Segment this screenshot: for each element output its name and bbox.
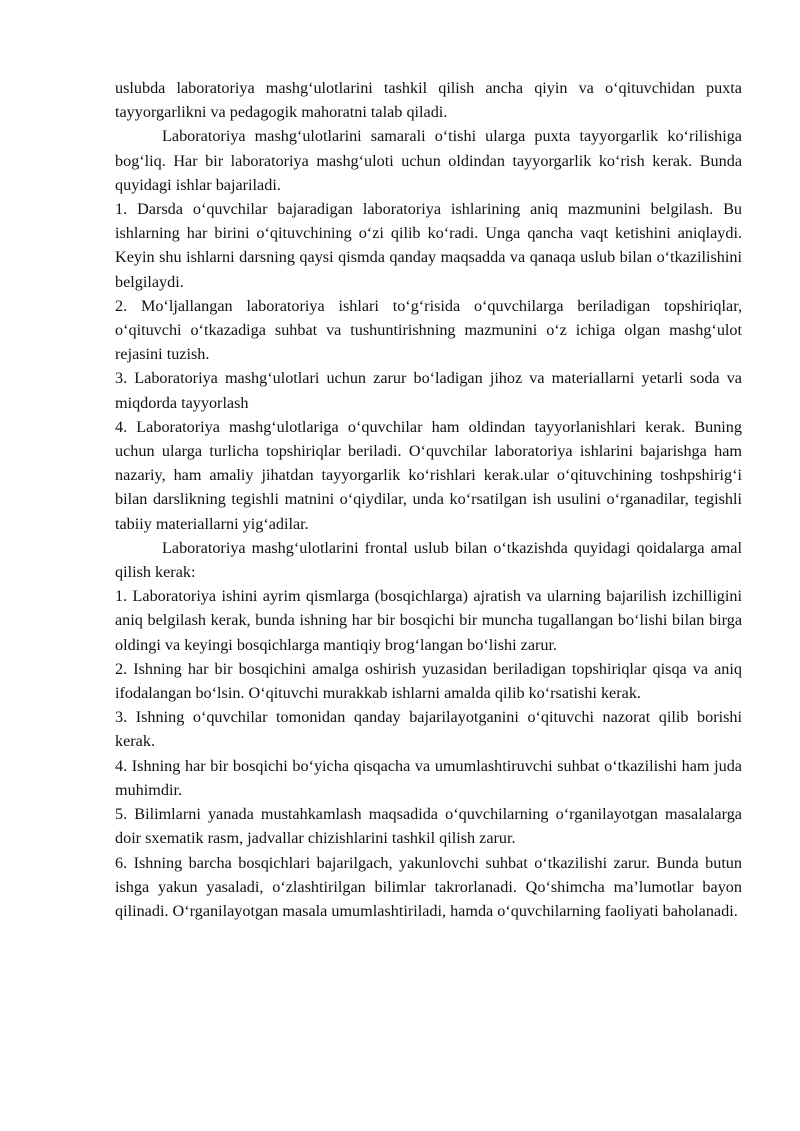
list-item-2: 2. Mo‘ljallangan laboratoriya ishlari to‘g‘risida o‘quvchilarga beriladigan topshiriqlar, o‘qituvchi o‘tkazadiga suhbat va tushuntirishning mazmunini o‘z ichiga olgan mashg‘ulot rejasini tuzish. [115, 296, 742, 364]
document-page [115, 76, 742, 923]
rule-item-4: 4. Ishning har bir bosqichi bo‘yicha qisqacha va umumlashtiruvchi suhbat o‘tkazilishi ham juda muhimdir. [115, 756, 742, 799]
paragraph-rules-intro: Laboratoriya mashg‘ulotlarini frontal uslub bilan o‘tkazishda quyidagi qoidalarga amal qilish kerak: [115, 538, 742, 582]
list-item-4: 4. Laboratoriya mashg‘ulotlariga o‘quvchilar ham oldindan tayyorlanishlari kerak. Buning uchun ularga turlicha topshiriqlar beriladi. O‘quvchilar laboratoriya ishlarini bajarishga ham nazariy, ham amaliy jihatdan tayyorgarlik ko‘rishlari kerak.ular o‘qituvchining toshpshirig‘i bilan darslikning tegishli matnini o‘qiydilar, unda ko‘rsatilgan ish usulini o‘rganadilar, tegishli tabiiy materiallarni yig‘adilar. [115, 417, 742, 533]
list-item-3: 3. Laboratoriya mashg‘ulotlari uchun zarur bo‘ladigan jihoz va materiallarni yetarli soda va miqdorda tayyorlash [115, 369, 742, 412]
rule-item-3: 3. Ishning o‘quvchilar tomonidan qanday bajarilayotganini o‘qituvchi nazorat qilib borishi kerak. [115, 708, 742, 751]
rule-item-1: 1. Laboratoriya ishini ayrim qismlarga (bosqichlarga) ajratish va ularning bajarilish izchilligini aniq belgilash kerak, bunda ishning har bir bosqichi bir muncha tugallangan bo‘lishi bilan birga oldingi va keyingi bosqichlarga mantiqiy brog‘langan bo‘lishi zarur. [115, 587, 742, 654]
list-item-1: 1. Darsda o‘quvchilar bajaradigan laboratoriya ishlarining aniq mazmunini belgilash. Bu ishlarning har birini o‘qituvchining o‘zi qilib ko‘radi. Unga qancha vaqt ketishini aniqlaydi. Keyin shu ishlarni darsning qaysi qismda qanday maqsadda va qanaqa uslub bilan o‘tkazilishini belgilaydi. [115, 200, 742, 291]
rule-item-6: 6. Ishning barcha bosqichlari bajarilgach, yakunlovchi suhbat o‘tkazilishi zarur. Bunda butun ishga yakun yasaladi, o‘zlashtirilgan bilimlar takrorlanadi. Qo‘shimcha ma’lumotlar bayon qilinadi. O‘rganilayotgan masala umumlashtiriladi, hamda o‘quvchilarning faoliyati baholanadi. [115, 853, 742, 920]
paragraph-continuation: uslubda laboratoriya mashg‘ulotlarini tashkil qilish ancha qiyin va o‘qituvchidan puxta tayyorgarlikni va pedagogik mahoratni talab qiladi. [115, 79, 742, 122]
paragraph-intro: Laboratoriya mashg‘ulotlarini samarali o‘tishi ularga puxta tayyorgarlik ko‘rilishiga bog‘liq. Har bir laboratoriya mashg‘uloti uchun oldindan tayyorgarlik ko‘rish kerak. Bunda quyidagi ishlar bajariladi. [115, 127, 742, 194]
rule-item-5: 5. Bilimlarni yanada mustahkamlash maqsadida o‘quvchilarning o‘rganilayotgan masalalarga doir sxematik rasm, jadvallar chizishlarini tashkil qilish zarur. [115, 805, 742, 848]
rule-item-2: 2. Ishning har bir bosqichini amalga oshirish yuzasidan beriladigan topshiriqlar qisqa va aniq ifodalangan bo‘lsin. O‘qituvchi murakkab ishlarni amalda qilib ko‘rsatishi kerak. [115, 659, 742, 703]
